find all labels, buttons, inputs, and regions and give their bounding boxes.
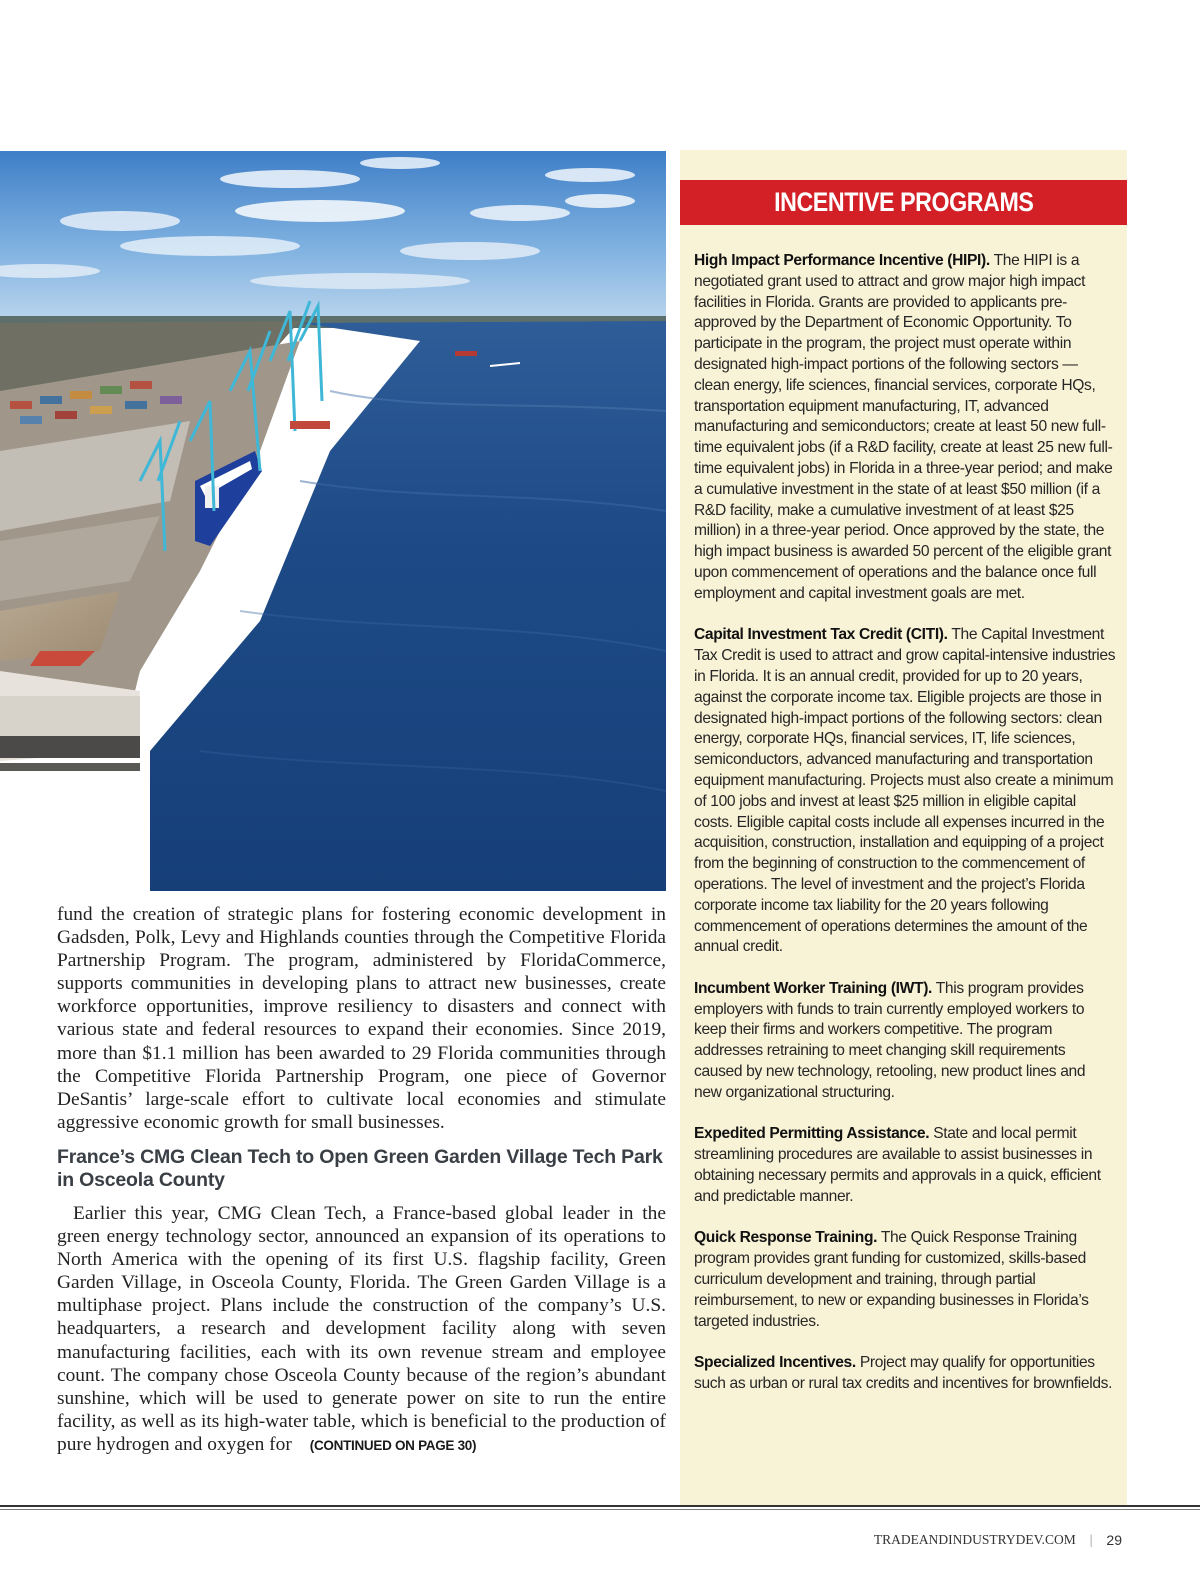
article-column <box>57 903 666 1457</box>
sidebar-header <box>680 180 1127 225</box>
sky <box>0 151 666 326</box>
incentive-description: This program provides employers with funds to train currently employed workers to keep their firms and workers competitive. The program addresses retraining to meet changing skill requirements caused by new technology, retooling, new product lines and new organizational structuring. <box>694 979 1086 1101</box>
page-footer <box>874 1532 1122 1548</box>
incentive-programs-sidebar <box>680 150 1127 1505</box>
incentive-title: Expedited Permitting Assistance. <box>694 1125 930 1143</box>
incentive-title: High Impact Performance Incentive (HIPI). <box>694 252 990 269</box>
incentive-description: The Capital Investment Tax Credit is used to attract and grow capital-intensive industries in Florida. It is an annual credit, provided for up to 20 years, against the corporate income tax. Eligible projects are those in designated high-impact portions of the following sectors: clean energy, corporate HQs, financial services, IT, life sciences, semiconductors, advanced manufacturing and transportation equipment manufacturing. Projects must also create a minimum of 100 jobs and invest at least $25 million in eligible capital costs. Eligible capital costs include all expenses incurred in the acquisition, construction, installation and equipping of a project from the beginning of construction to the commencement of operations. The level of investment and the project’s Florida corporate income tax liability for the 20 years following commencement of operations determines the amount of the annual credit. <box>694 626 1116 956</box>
incentive-title: Specialized Incentives. <box>694 1354 856 1372</box>
sidebar-body <box>694 251 1116 1416</box>
incentive-quick-response-training <box>694 1228 1116 1332</box>
incentive-citi <box>694 625 1116 958</box>
footer-website-link[interactable]: TRADEANDINDUSTRYDEV.COM <box>873 1532 1076 1547</box>
article-paragraph-1: fund the creation of strategic plans for fostering economic development in Gadsden, Polk, Levy and Highlands counties through the Competitive Florida Partnership Program. The program, administered by FloridaCommerce, supports communities in developing plans to attract new businesses, create workforce opportunities, improve resiliency to disasters and connect with various state and federal resources to expand their economies. Since 2019, more than $1.1 million has been awarded to 29 Florida communities through the Competitive Florida Partnership Program, one piece of Governor DeSantis’ large-scale effort to cultivate local economies and stimulate aggressive economic growth for small businesses. <box>57 904 666 1133</box>
incentive-specialized <box>694 1353 1116 1395</box>
article-paragraph-2-text: Earlier this year, CMG Clean Tech, a France-based global leader in the green energy technology sector, announced an expansion of its operations to North America with the opening of its first U.S. flagship facility, Green Garden Village, in Osceola County, Florida. The Green Garden Village is a multiphase project. Plans include the construction of the company’s U.S. headquarters, a research and development facility along with seven manufacturing facilities, each with its own revenue stream and employee count. The company chose Osceola County because of the region’s abundant sunshine, which will be used to generate power on site to run the entire facility, as well as its high-water table, which is beneficial to the production of pure hydrogen and oxygen for <box>57 1202 666 1455</box>
incentive-description: The Quick Response Training program provides grant funding for customized, skills-based curriculum development and training, through partial reimbursement, to new or expanding businesses in Florida’s targeted industries. <box>694 1229 1089 1330</box>
incentive-expedited-permitting <box>694 1124 1116 1207</box>
incentive-description: The HIPI is a negotiated grant used to attract and grow major high impact facilities in Florida. Grants are provided to applicants pre-approved by the Department of Economic Opportunity. To participate in the program, the project must operate within designated high-impact portions of the following sectors — clean energy, life sciences, financial services, corporate HQs, transportation equipment manufacturing, IT, advanced manufacturing and semiconductors; create at least 50 new full-time equivalent jobs (if a R&D facility, create at least 25 new full-time equivalent jobs) in Florida in a three-year period; and make a cumulative investment in the state of at least $50 million (if a R&D facility, make a cumulative investment of at least $25 million) in a three-year period. Once approved by the state, the high impact business is awarded 50 percent of the eligible grant upon commencement of operations and the balance once full employment and capital investment goals are met. <box>694 252 1113 602</box>
sidebar-header-title: INCENTIVE PROGRAMS <box>773 187 1034 217</box>
port-aerial-photo <box>0 151 666 891</box>
incentive-description: Project may qualify for opportunities such as urban or rural tax credits and incentives for brownfields. <box>694 1354 1113 1393</box>
page-number: 29 <box>1106 1532 1122 1548</box>
continued-on-page-link[interactable]: (CONTINUED ON PAGE 30) <box>309 1437 477 1453</box>
footer-rule-thin <box>0 1509 1200 1510</box>
article-paragraph-2 <box>57 1202 666 1457</box>
article-subheading: France’s CMG Clean Tech to Open Green Garden Village Tech Park in Osceola County <box>57 1145 663 1191</box>
incentive-title: Incumbent Worker Training (IWT). <box>694 979 933 997</box>
incentive-hipi <box>694 251 1116 605</box>
incentive-title: Quick Response Training. <box>694 1229 878 1247</box>
incentive-iwt <box>694 979 1116 1104</box>
footer-rule <box>0 1505 1200 1507</box>
footer-separator: | <box>1089 1532 1093 1547</box>
incentive-title: Capital Investment Tax Credit (CITI). <box>694 626 948 644</box>
incentive-description: State and local permit streamlining procedures are available to assist businesses in obtaining necessary permits and approvals in a quick, efficient and predictable manner. <box>694 1125 1101 1205</box>
